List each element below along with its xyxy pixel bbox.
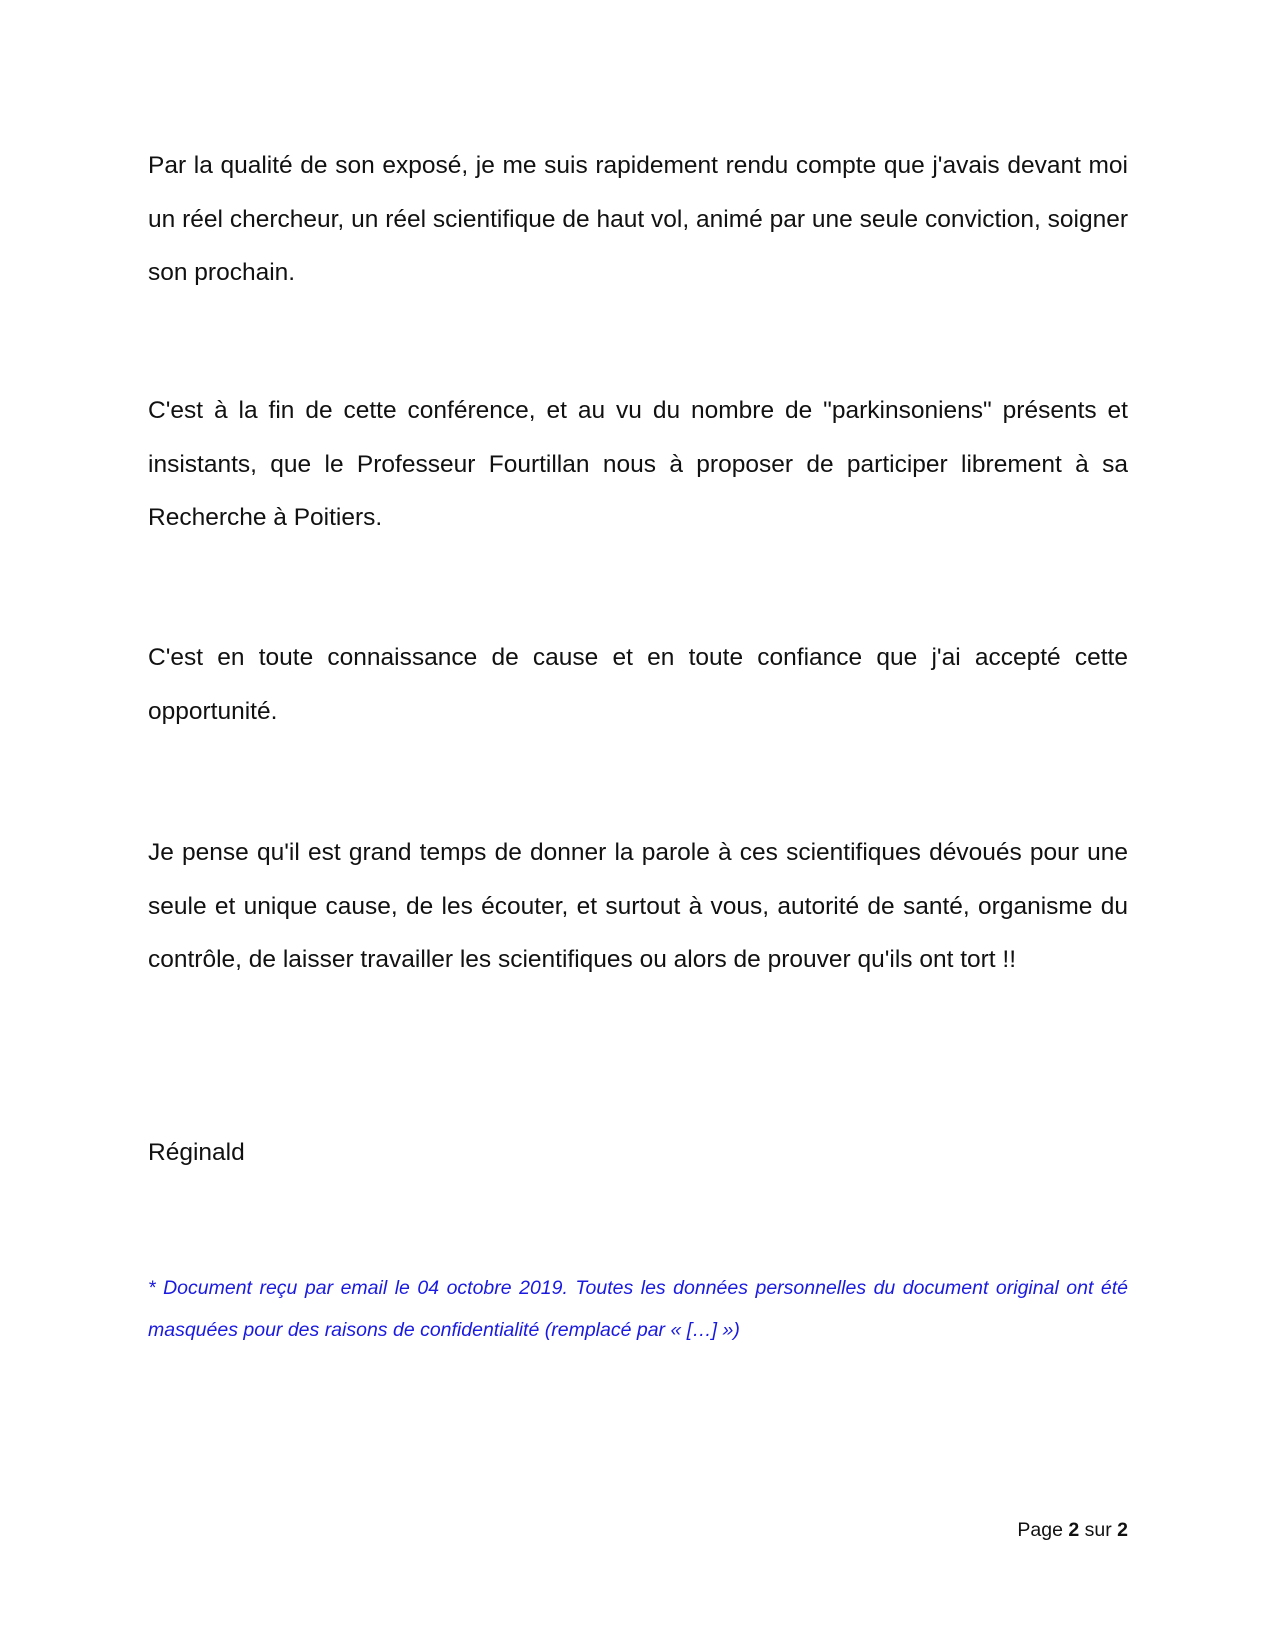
current-page-number: 2 — [1068, 1519, 1080, 1541]
total-page-number: 2 — [1117, 1519, 1128, 1541]
document-note: * Document reçu par email le 04 octobre 2019. Toutes les données personnelles du document original ont été masquées pour des raisons de confidentialité (remplacé par « […] ») — [148, 1277, 1128, 1341]
paragraph-3: C'est en toute connaissance de cause et en toute confiance que j'ai accepté cette opportunité. — [148, 644, 1128, 725]
paragraph-2: C'est à la fin de cette conférence, et au vu du nombre de "parkinsoniens" présents et insistants, que le Professeur Fourtillan nous à proposer de participer librement à sa Recherche à Poitiers. — [148, 397, 1128, 531]
page-number-footer — [1017, 1516, 1128, 1544]
paragraph-1: Par la qualité de son exposé, je me suis rapidement rendu compte que j'avais devant moi un réel chercheur, un réel scientifique de haut vol, animé par une seule conviction, soigner son prochain. — [148, 152, 1128, 286]
page-separator: sur — [1084, 1519, 1112, 1541]
page-label: Page — [1017, 1519, 1063, 1541]
paragraph-4: Je pense qu'il est grand temps de donner la parole à ces scientifiques dévoués pour une seule et unique cause, de les écouter, et surtout à vous, autorité de santé, organisme du contrôle, de laisser travailler les scientifiques ou alors de prouver qu'ils ont tort !! — [148, 839, 1128, 973]
signature: Réginald — [148, 1139, 245, 1166]
